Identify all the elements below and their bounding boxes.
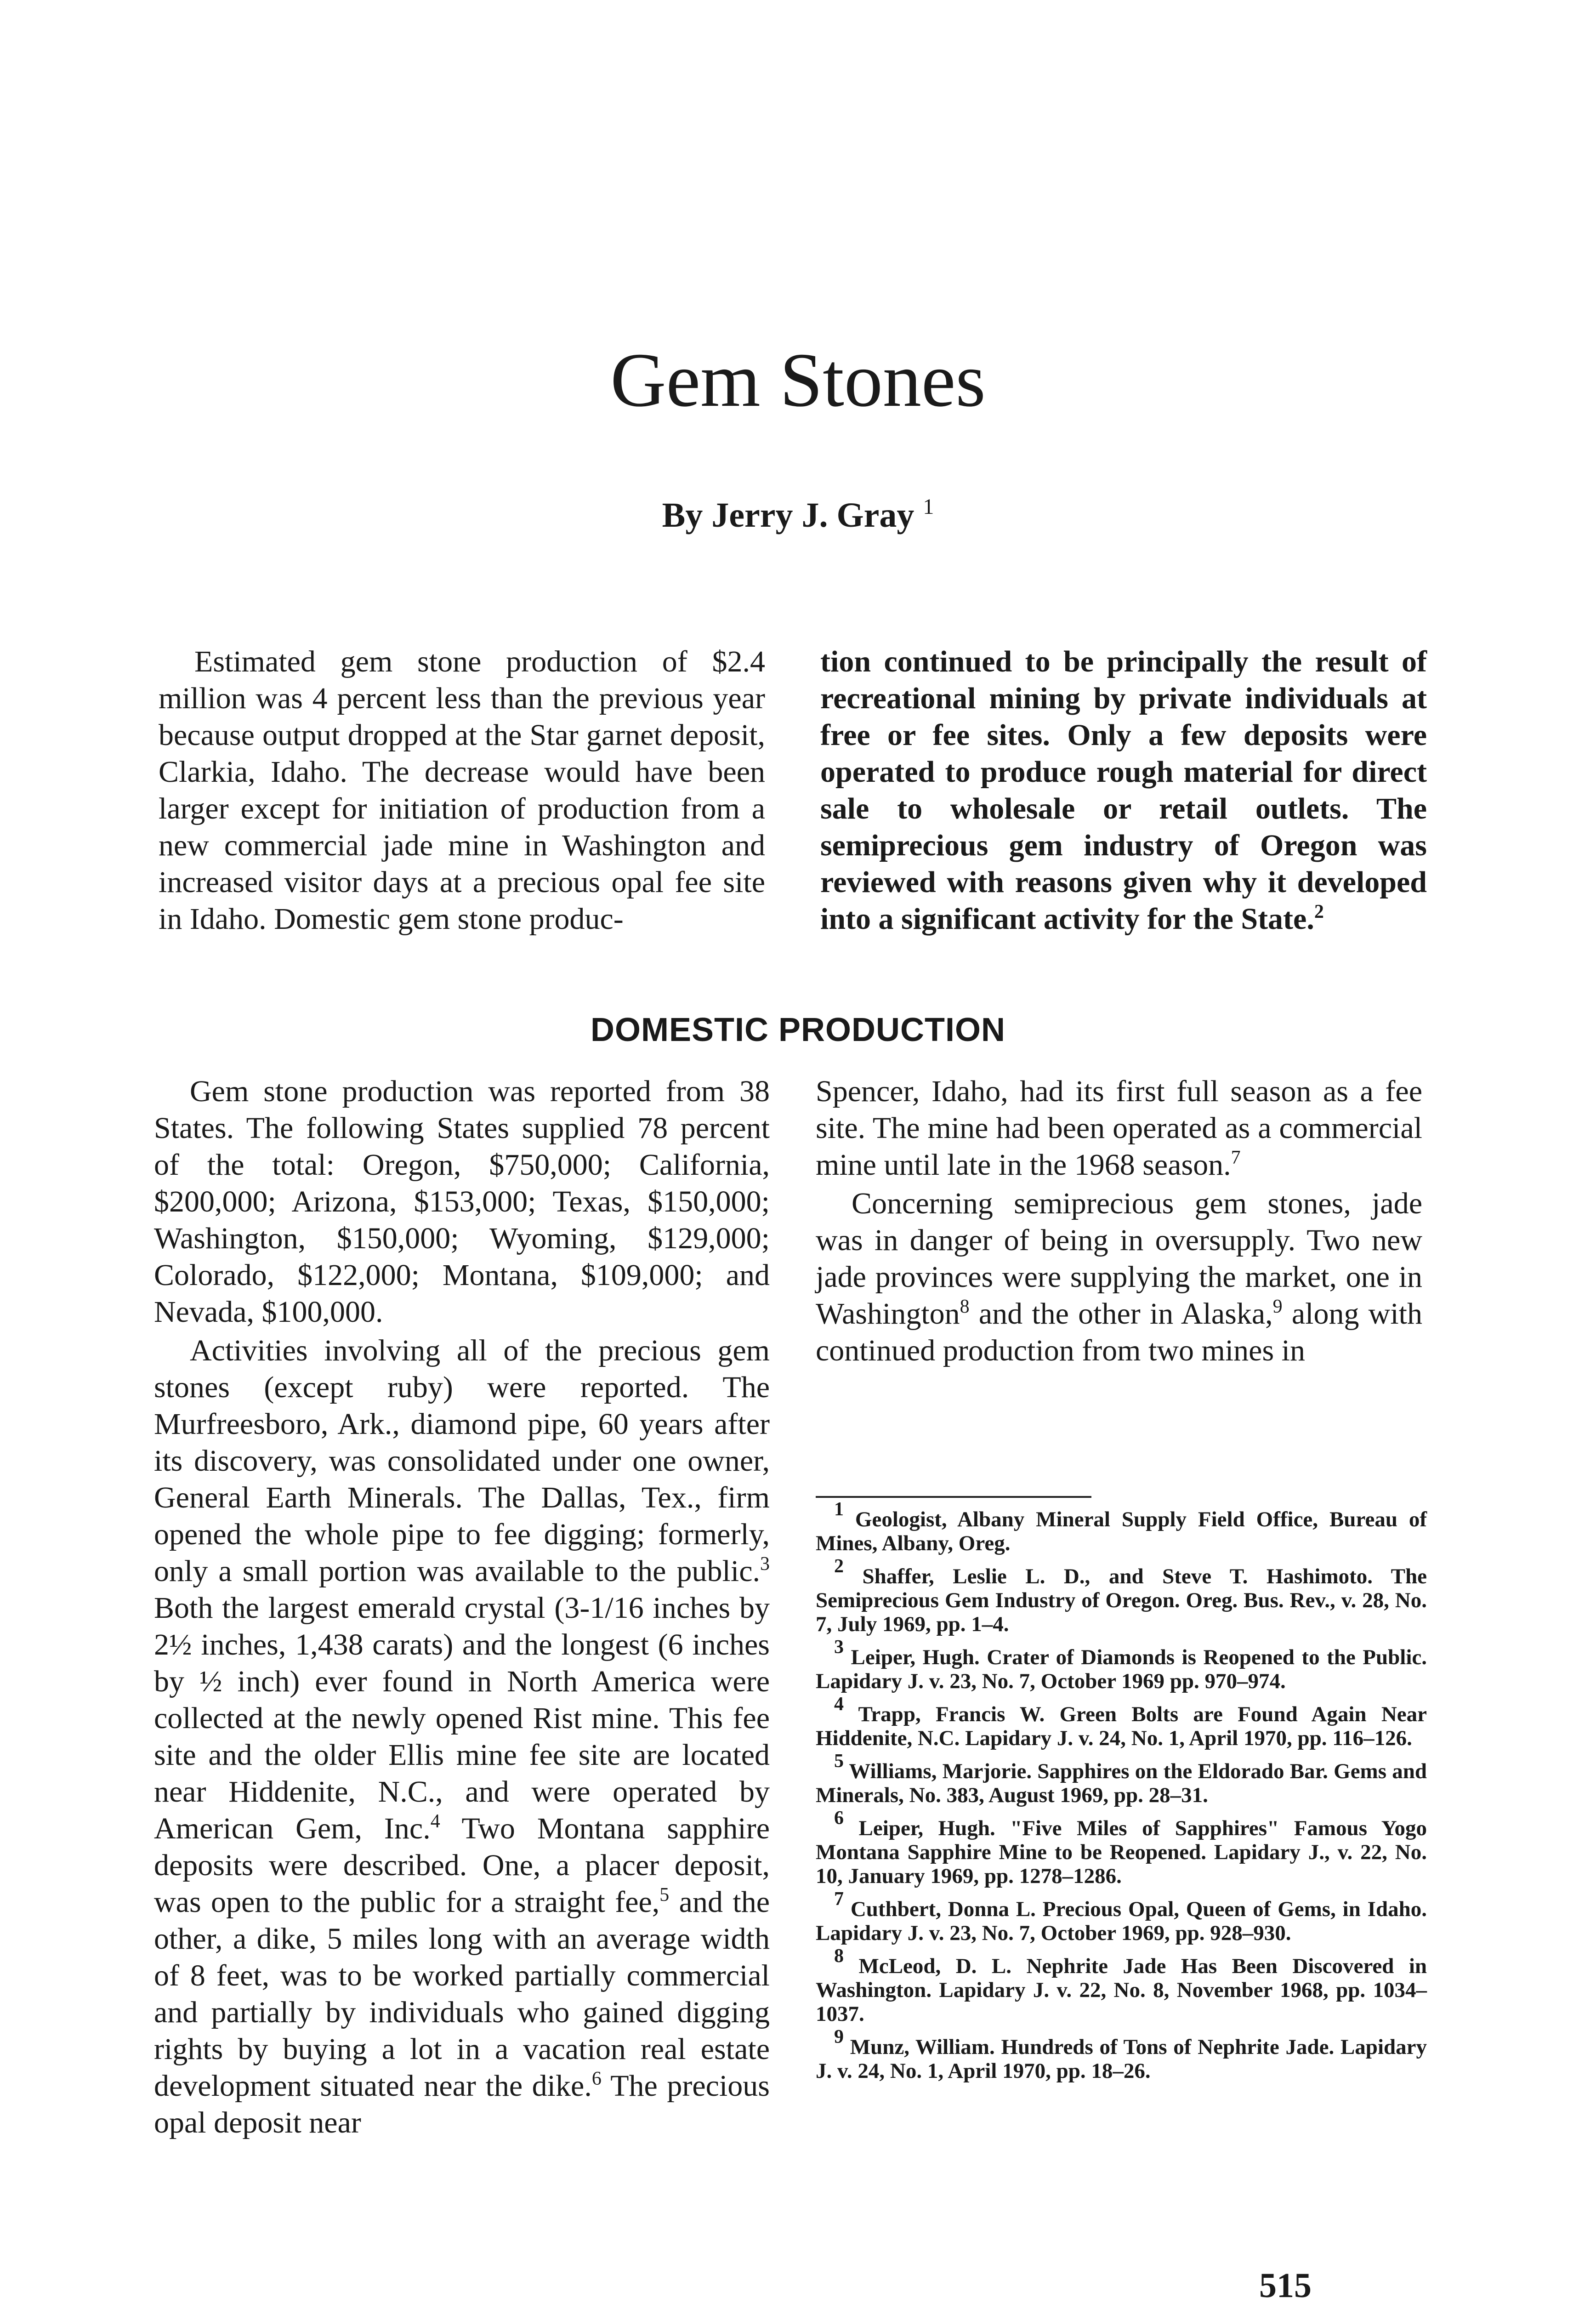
intro-paragraph-continued bbox=[820, 643, 1427, 938]
footnote-text: Leiper, Hugh. Crater of Diamonds is Reopened to the Public. Lapidary J. v. 23, No. 7, October 1969 pp. 970–974. bbox=[816, 1645, 1427, 1693]
spencer-text: Spencer, Idaho, had its first full season as a fee site. The mine had been operated as a commercial mine until late in the 1968 season. bbox=[816, 1075, 1422, 1182]
footnote bbox=[816, 1556, 1427, 1636]
footnote bbox=[816, 1637, 1427, 1693]
byline-prefix: By bbox=[662, 496, 703, 535]
footnote-ref: 7 bbox=[1231, 1147, 1241, 1168]
footnotes bbox=[816, 1499, 1427, 2092]
footnote bbox=[816, 1694, 1427, 1750]
section-heading: DOMESTIC PRODUCTION bbox=[590, 1012, 1005, 1048]
footnote-text: Cuthbert, Donna L. Precious Opal, Queen of Gems, in Idaho. Lapidary J. v. 23, No. 7, October 1969, pp. 928–930. bbox=[816, 1897, 1427, 1945]
activities-text: Both the largest emerald crystal (3-1/16 inches by 2½ inches, 1,438 carats) and the longest (6 inches by ½ inch) ever found in North America were collected at the newly opened Rist mine. This fee site and the older Ellis mine fee site are located near Hiddenite, N.C., and were operated by American Gem, Inc. bbox=[154, 1591, 770, 1845]
page-title: Gem Stones bbox=[610, 337, 986, 423]
activities-text: The precious opal deposit near bbox=[154, 2069, 770, 2139]
semiprecious-text: Concerning semiprecious gem stones, jade was in danger of being in oversupply. Two new jade provinces were supplying the market, one in Washington bbox=[816, 1187, 1422, 1331]
footnote-ref: 2 bbox=[1314, 901, 1324, 922]
footnote-number: 8 bbox=[834, 1945, 844, 1967]
intro-paragraph: Estimated gem stone production of $2.4 million was 4 percent less than the previous year because output dropped at the Star garnet deposit, Clarkia, Idaho. The decrease would have been larger except for initiation of production from a new commercial jade mine in Washington and increased visitor days at a precious opal fee site in Idaho. Domestic gem stone produc- bbox=[159, 645, 765, 936]
domestic-right-column bbox=[816, 1073, 1422, 1369]
footnote-text: Trapp, Francis W. Green Bolts are Found Again Near Hiddenite, N.C. Lapidary J. v. 24, No. 1, April 1970, pp. 116–126. bbox=[816, 1702, 1427, 1750]
footnote-text: McLeod, D. L. Nephrite Jade Has Been Discovered in Washington. Lapidary J. v. 22, No. 8, November 1968, pp. 1034–1037. bbox=[816, 1954, 1427, 2026]
footnote-number: 7 bbox=[834, 1888, 844, 1910]
page-number: 515 bbox=[1259, 2266, 1312, 2298]
footnote bbox=[816, 1945, 1427, 2026]
footnote-text: Williams, Marjorie. Sapphires on the Eldorado Bar. Gems and Minerals, No. 383, August 1969, pp. 28–31. bbox=[816, 1759, 1427, 1807]
footnote-ref: 9 bbox=[1272, 1296, 1283, 1317]
footnote bbox=[816, 1888, 1427, 1945]
semiprecious-text: and the other in Alaska, bbox=[969, 1297, 1273, 1331]
footnote-text: Shaffer, Leslie L. D., and Steve T. Hashimoto. The Semiprecious Gem Industry of Oregon. Oreg. Bus. Rev., v. 28, No. 7, July 1969, pp. 1–4. bbox=[816, 1564, 1427, 1636]
intro-continued-text: tion continued to be principally the result of recreational mining by private individuals at free or fee sites. Only a few deposits were operated to produce rough material for direct sale to wholesale or retail outlets. The semiprecious gem industry of Oregon was reviewed with reasons given why it developed into a significant activity for the State. bbox=[820, 645, 1427, 936]
footnote-text: Munz, William. Hundreds of Tons of Nephrite Jade. Lapidary J. v. 24, No. 1, April 1970, pp. 18–26. bbox=[816, 2035, 1427, 2083]
footnote bbox=[816, 1808, 1427, 1888]
footnote-text: Geologist, Albany Mineral Supply Field Office, Bureau of Mines, Albany, Oreg. bbox=[816, 1507, 1427, 1555]
activities-text: Two Montana sapphire deposits were described. One, a placer deposit, was open to the public for a straight fee, bbox=[154, 1812, 770, 1919]
footnote-number: 1 bbox=[834, 1499, 844, 1520]
intro-left-column bbox=[159, 643, 765, 938]
footnote-ref: 6 bbox=[591, 2068, 602, 2089]
author-name: Jerry J. Gray bbox=[711, 496, 914, 535]
semiprecious-text: along with continued production from two mines in bbox=[816, 1297, 1422, 1367]
intro-right-column bbox=[820, 643, 1427, 938]
footnote-number: 4 bbox=[834, 1694, 844, 1715]
domestic-left-column bbox=[154, 1073, 770, 2141]
activities-paragraph bbox=[154, 1332, 770, 2141]
semiprecious-paragraph bbox=[816, 1185, 1422, 1369]
footnote bbox=[816, 2026, 1427, 2083]
footnote-ref: 1 bbox=[923, 495, 934, 519]
footnote-number: 3 bbox=[834, 1637, 844, 1658]
footnote bbox=[816, 1751, 1427, 1807]
footnote-number: 2 bbox=[834, 1556, 844, 1577]
footnote bbox=[816, 1499, 1427, 1555]
footnote-divider bbox=[816, 1496, 1091, 1498]
spencer-paragraph bbox=[816, 1073, 1422, 1183]
footnote-text: Leiper, Hugh. "Five Miles of Sapphires" Famous Yogo Montana Sapphire Mine to be Reopened. Lapidary J., v. 22, No. 10, January 1969, pp. 1278–1286. bbox=[816, 1816, 1427, 1888]
footnote-ref: 5 bbox=[659, 1884, 670, 1906]
footnote-number: 9 bbox=[834, 2026, 844, 2048]
footnote-ref: 4 bbox=[430, 1811, 440, 1832]
activities-text: Activities involving all of the precious gem stones (except ruby) were reported. The Murfreesboro, Ark., diamond pipe, 60 years after its discovery, was consolidated under one owner, General Earth Minerals. The Dallas, Tex., firm opened the whole pipe to fee digging; formerly, only a small portion was available to the public. bbox=[154, 1334, 770, 1588]
production-paragraph: Gem stone production was reported from 38 States. The following States supplied 78 percent of the total: Oregon, $750,000; California, $200,000; Arizona, $153,000; Texas, $150,000; Washington, $150,000; Wyoming, $129,000; Colorado, $122,000; Montana, $109,000; and Nevada, $100,000. bbox=[154, 1075, 770, 1329]
footnote-ref: 3 bbox=[760, 1553, 770, 1575]
footnote-ref: 8 bbox=[960, 1296, 970, 1317]
activities-text: and the other, a dike, 5 miles long with an average width of 8 feet, was to be worked partially commercial and partially by individuals who gained digging rights by buying a lot in a vacation real estate development situated near the dike. bbox=[154, 1885, 770, 2103]
byline bbox=[0, 494, 1596, 535]
footnote-number: 5 bbox=[834, 1751, 844, 1772]
footnote-number: 6 bbox=[834, 1808, 844, 1829]
